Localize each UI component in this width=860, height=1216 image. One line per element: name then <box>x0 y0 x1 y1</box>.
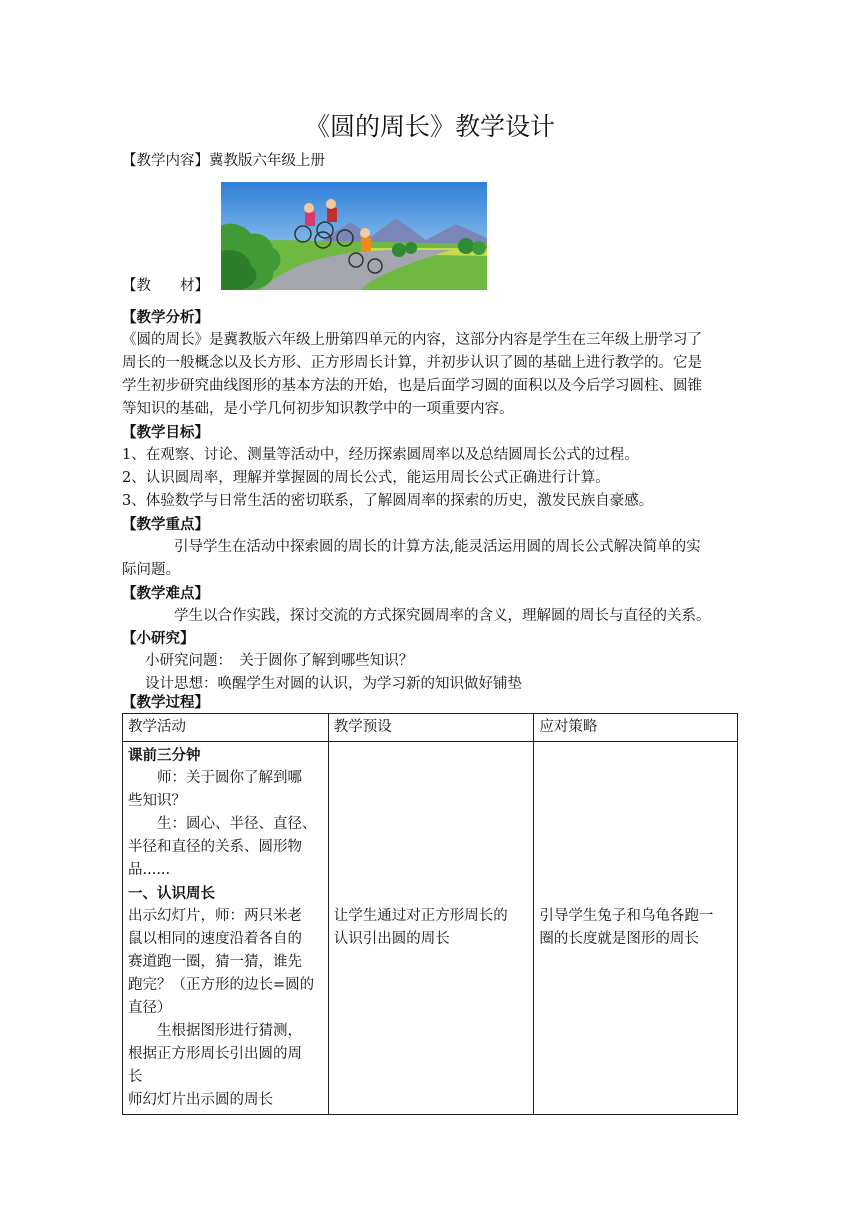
research-question: 小研究问题： 关于圆你了解到哪些知识？ <box>145 653 414 669</box>
page-title: 《圆的周长》教学设计 <box>304 112 555 141</box>
analysis-line: 《圆的周长》是冀教版六年级上册第四单元的内容，这部分内容是学生在三年级上册学习了 <box>122 332 702 348</box>
content-row <box>122 150 742 173</box>
preset-text: 认识引出圆的周长 <box>333 931 450 947</box>
process-label: 【教学过程】 <box>122 694 209 711</box>
activity-text: 半径和直径的关系、圆形物 <box>128 839 302 855</box>
analysis-label: 【教学分析】 <box>122 309 209 326</box>
table-row <box>123 742 738 1115</box>
strategy-text: 引导学生兔子和乌龟各跑一 <box>539 908 714 924</box>
analysis-line: 周长的一般概念以及长方形、正方形周长计算，并初步认识了圆的基础上进行教学的。它是 <box>122 355 702 371</box>
activity-text: 师幻灯片出示圆的周长 <box>128 1092 273 1108</box>
textbook-label: 【教 材】 <box>122 278 209 294</box>
activity-text: 师：关于圆你了解到哪 <box>157 770 302 786</box>
activity-text: 些知识？ <box>128 793 186 809</box>
activity-text: 生根据图形进行猜测， <box>157 1023 302 1039</box>
difficulty-label: 【教学难点】 <box>122 585 209 602</box>
keypoint-label: 【教学重点】 <box>122 516 209 533</box>
goal-item: 1、在观察、讨论、测量等活动中，经历探索圆周率以及总结圆周长公式的过程。 <box>122 447 639 463</box>
activity-text: 鼠以相同的速度沿着各自的 <box>128 931 302 947</box>
header-strategy: 应对策略 <box>534 714 738 742</box>
goal-item: 3、体验数学与日常生活的密切联系，了解圆周率的探索的历史，激发民族自豪感。 <box>122 493 654 509</box>
textbook-illustration <box>221 182 487 290</box>
goal-item: 2、认识圆周率，理解并掌握圆的周长公式，能运用周长公式正确进行计算。 <box>122 470 610 486</box>
strategy-text: 圈的长度就是图形的周长 <box>539 931 699 947</box>
analysis-line: 学生初步研究曲线图形的基本方法的开始，也是后面学习圆的面积以及今后学习圆柱、圆锥 <box>122 378 702 394</box>
activity-heading: 课前三分钟 <box>128 747 201 764</box>
header-activity: 教学活动 <box>123 714 329 742</box>
activity-text: 赛道跑一圈，猜一猜，谁先 <box>128 954 302 970</box>
research-label: 【小研究】 <box>122 630 195 647</box>
process-table <box>122 713 738 1115</box>
activity-text: 生：圆心、半径、直径、 <box>157 816 317 832</box>
keypoint-text: 引导学生在活动中探索圆的周长的计算方法,能灵活运用圆的周长公式解决简单的实 <box>174 539 701 555</box>
difficulty-text: 学生以合作实践，探讨交流的方式探究圆周率的含义，理解圆的周长与直径的关系。 <box>174 608 711 624</box>
preset-cell <box>328 742 534 1115</box>
activity-heading: 一、认识周长 <box>128 885 215 902</box>
preset-text: 让学生通过对正方形周长的 <box>333 908 508 924</box>
research-idea: 设计思想：唤醒学生对圆的认识，为学习新的知识做好铺垫 <box>145 676 522 692</box>
activity-text: 直径） <box>128 1000 172 1016</box>
keypoint-text: 际问题。 <box>122 562 180 578</box>
header-preset: 教学预设 <box>328 714 534 742</box>
goals-label: 【教学目标】 <box>122 424 209 441</box>
activity-text: 根据正方形周长引出圆的周 <box>128 1046 302 1062</box>
activity-text: 长 <box>128 1069 143 1085</box>
table-header-row <box>123 714 738 742</box>
activity-text: 出示幻灯片，师：两只米老 <box>128 908 302 924</box>
content-label: 【教学内容】 <box>122 153 209 169</box>
activity-text: 品...... <box>128 862 171 878</box>
activity-cell <box>123 742 329 1115</box>
content-value: 冀教版六年级上册 <box>209 153 325 169</box>
activity-text: 跑完？（正方形的边长=圆的 <box>128 977 315 993</box>
strategy-cell <box>534 742 738 1115</box>
analysis-line: 等知识的基础，是小学几何初步知识教学中的一项重要内容。 <box>122 401 514 417</box>
